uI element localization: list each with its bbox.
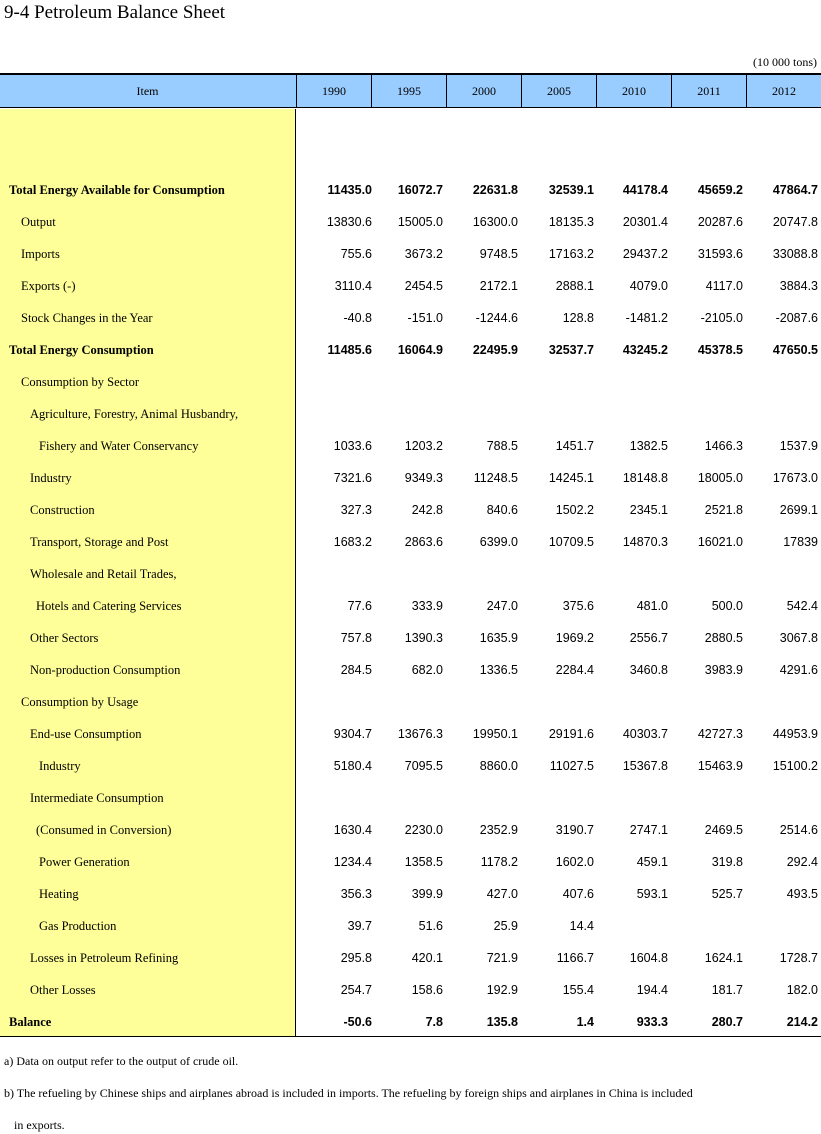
value-cell: 755.6: [340, 247, 372, 261]
value-cell: 39.7: [347, 919, 372, 933]
table-header: [0, 73, 821, 108]
value-cell: 2699.1: [779, 503, 818, 517]
value-cell: 1624.1: [704, 951, 743, 965]
value-cell: [519, 686, 594, 718]
value-cell: -2105.0: [700, 311, 743, 325]
value-cell: [668, 558, 743, 590]
value-cell: [297, 782, 372, 814]
value-cell: 8860.0: [479, 759, 518, 773]
unit-label: (10 000 tons): [753, 55, 817, 69]
table-row: [0, 526, 821, 558]
value-cell: 1203.2: [404, 439, 443, 453]
value-cell: 1630.4: [333, 823, 372, 837]
value-cell: [743, 366, 818, 398]
value-cell: 214.2: [786, 1015, 818, 1029]
footnote: in exports.: [14, 1118, 65, 1132]
table-row: [0, 398, 821, 430]
table-row: [0, 782, 821, 814]
value-cell: 1451.7: [555, 439, 594, 453]
column-header-item: Item: [136, 84, 159, 98]
value-cell: 459.1: [636, 855, 668, 869]
value-cell: 20301.4: [622, 215, 668, 229]
value-cell: -50.6: [343, 1015, 372, 1029]
value-cell: 13830.6: [326, 215, 372, 229]
row-label: Exports (-): [21, 279, 76, 293]
value-cell: 11485.6: [327, 343, 372, 357]
value-cell: [593, 398, 668, 430]
value-cell: [443, 558, 518, 590]
value-cell: 2521.8: [704, 503, 743, 517]
value-cell: [668, 686, 743, 718]
value-cell: 2556.7: [629, 631, 668, 645]
table-row: [0, 142, 821, 174]
row-label: Total Energy Consumption: [9, 343, 154, 357]
value-cell: 1728.7: [779, 951, 818, 965]
value-cell: 242.8: [411, 503, 443, 517]
value-cell: [297, 686, 372, 718]
row-label: Heating: [39, 887, 79, 901]
value-cell: -151.0: [407, 311, 443, 325]
value-cell: 3067.8: [779, 631, 818, 645]
row-label: Losses in Petroleum Refining: [30, 951, 179, 965]
value-cell: [443, 398, 518, 430]
value-cell: 22631.8: [472, 183, 518, 197]
value-cell: [743, 910, 818, 942]
value-cell: [297, 366, 372, 398]
value-cell: 333.9: [411, 599, 443, 613]
value-cell: [443, 686, 518, 718]
column-header-year: 2012: [746, 75, 821, 108]
value-cell: 31593.6: [697, 247, 743, 261]
value-cell: 22495.9: [472, 343, 518, 357]
row-label: Construction: [30, 503, 95, 517]
value-cell: 7095.5: [404, 759, 443, 773]
value-cell: 2230.0: [404, 823, 443, 837]
value-cell: [519, 398, 594, 430]
value-cell: 295.8: [340, 951, 372, 965]
column-header-year: 2000: [446, 75, 521, 108]
column-header-year: 2011: [671, 75, 746, 108]
value-cell: [443, 142, 518, 174]
value-cell: [743, 558, 818, 590]
table-row: [0, 590, 821, 622]
value-cell: 40303.7: [622, 727, 668, 741]
value-cell: [593, 782, 668, 814]
table-row: [0, 654, 821, 686]
value-cell: [593, 686, 668, 718]
value-cell: 33088.8: [772, 247, 818, 261]
table-row: [0, 238, 821, 270]
value-cell: 2352.9: [479, 823, 518, 837]
value-cell: 292.4: [786, 855, 818, 869]
table-row: [0, 1006, 821, 1038]
value-cell: -2087.6: [775, 311, 818, 325]
row-label: Power Generation: [39, 855, 130, 869]
value-cell: 1358.5: [404, 855, 443, 869]
value-cell: [668, 398, 743, 430]
value-cell: 13676.3: [397, 727, 443, 741]
value-cell: 11248.5: [473, 471, 518, 485]
value-cell: [743, 142, 818, 174]
value-cell: [593, 910, 668, 942]
value-cell: 1234.4: [333, 855, 372, 869]
row-label: Gas Production: [39, 919, 117, 933]
table-row: [0, 206, 821, 238]
row-label: (Consumed in Conversion): [36, 823, 172, 837]
value-cell: 20747.8: [772, 215, 818, 229]
value-cell: 25.9: [493, 919, 518, 933]
value-cell: [593, 142, 668, 174]
value-cell: [368, 558, 443, 590]
value-cell: 2284.4: [555, 663, 594, 677]
value-cell: 420.1: [411, 951, 443, 965]
value-cell: 9748.5: [479, 247, 518, 261]
value-cell: 788.5: [486, 439, 518, 453]
footnote: a) Data on output refer to the output of crude oil.: [4, 1054, 239, 1068]
value-cell: 500.0: [711, 599, 743, 613]
value-cell: 407.6: [562, 887, 594, 901]
value-cell: 44953.9: [772, 727, 818, 741]
value-cell: 16072.7: [397, 183, 443, 197]
value-cell: -40.8: [343, 311, 372, 325]
value-cell: 15367.8: [622, 759, 668, 773]
value-cell: [297, 558, 372, 590]
value-cell: 319.8: [711, 855, 743, 869]
row-label: Intermediate Consumption: [30, 791, 164, 805]
value-cell: 47864.7: [772, 183, 818, 197]
table-row: [0, 718, 821, 750]
value-cell: 10709.5: [548, 535, 594, 549]
row-label: Balance: [9, 1015, 52, 1029]
value-cell: 42727.3: [697, 727, 743, 741]
value-cell: 1635.9: [479, 631, 518, 645]
value-cell: 158.6: [411, 983, 443, 997]
value-cell: 9304.7: [333, 727, 372, 741]
row-label: Wholesale and Retail Trades,: [30, 567, 177, 581]
value-cell: 1166.7: [556, 951, 594, 965]
page-title: 9-4 Petroleum Balance Sheet: [4, 2, 226, 23]
value-cell: [743, 782, 818, 814]
table-row: [0, 910, 821, 942]
table-row: [0, 878, 821, 910]
footnote: b) The refueling by Chinese ships and airplanes abroad is included in imports. The refueling by foreign ships and airplanes in China is included: [4, 1086, 693, 1100]
value-cell: 45659.2: [697, 183, 743, 197]
value-cell: 7.8: [425, 1015, 443, 1029]
value-cell: 1969.2: [555, 631, 594, 645]
value-cell: 182.0: [786, 983, 818, 997]
value-cell: 1336.5: [479, 663, 518, 677]
value-cell: 11027.5: [549, 759, 594, 773]
value-cell: 15005.0: [397, 215, 443, 229]
table-row: [0, 558, 821, 590]
value-cell: 247.0: [486, 599, 518, 613]
value-cell: 2863.6: [404, 535, 443, 549]
value-cell: 17163.2: [548, 247, 594, 261]
value-cell: 77.6: [347, 599, 372, 613]
value-cell: 3460.8: [629, 663, 668, 677]
value-cell: 2469.5: [704, 823, 743, 837]
row-label: [0, 142, 9, 174]
value-cell: 16021.0: [697, 535, 743, 549]
value-cell: 525.7: [711, 887, 743, 901]
value-cell: [297, 398, 372, 430]
row-label: Consumption by Sector: [21, 375, 140, 389]
value-cell: 1537.9: [779, 439, 818, 453]
value-cell: 32539.1: [548, 183, 594, 197]
row-label: Hotels and Catering Services: [36, 599, 182, 613]
value-cell: 47650.5: [772, 343, 818, 357]
value-cell: 840.6: [486, 503, 518, 517]
row-label: Output: [21, 215, 56, 229]
value-cell: 933.3: [636, 1015, 668, 1029]
table-row: [0, 174, 821, 206]
value-cell: 14870.3: [622, 535, 668, 549]
value-cell: 1466.3: [704, 439, 743, 453]
value-cell: [519, 558, 594, 590]
row-label: Other Sectors: [30, 631, 99, 645]
value-cell: 192.9: [486, 983, 518, 997]
value-cell: 181.7: [711, 983, 743, 997]
value-cell: 14.4: [569, 919, 594, 933]
value-cell: 757.8: [340, 631, 372, 645]
value-cell: 1390.3: [404, 631, 443, 645]
table-row: [0, 846, 821, 878]
column-header-year: 1990: [296, 75, 371, 108]
value-cell: 2454.5: [404, 279, 443, 293]
value-cell: [368, 782, 443, 814]
value-cell: -1481.2: [625, 311, 668, 325]
value-cell: 1178.2: [480, 855, 518, 869]
value-cell: 4079.0: [629, 279, 668, 293]
value-cell: [743, 398, 818, 430]
value-cell: [368, 686, 443, 718]
value-cell: 4291.6: [779, 663, 818, 677]
value-cell: 2172.1: [479, 279, 518, 293]
value-cell: 254.7: [340, 983, 372, 997]
value-cell: [593, 558, 668, 590]
table-row: [0, 942, 821, 974]
value-cell: [519, 142, 594, 174]
value-cell: [368, 398, 443, 430]
value-cell: 1602.0: [555, 855, 594, 869]
table-row: [0, 814, 821, 846]
value-cell: [668, 366, 743, 398]
value-cell: [519, 366, 594, 398]
value-cell: 44178.4: [622, 183, 668, 197]
table-row: [0, 270, 821, 302]
value-cell: [443, 366, 518, 398]
row-label: Non-production Consumption: [30, 663, 181, 677]
value-cell: 1382.5: [629, 439, 668, 453]
value-cell: 17673.0: [772, 471, 818, 485]
value-cell: 19950.1: [472, 727, 518, 741]
value-cell: 3884.3: [779, 279, 818, 293]
value-cell: 284.5: [340, 663, 372, 677]
value-cell: 2880.5: [704, 631, 743, 645]
row-label: Industry: [30, 471, 72, 485]
value-cell: 3190.7: [555, 823, 594, 837]
value-cell: 20287.6: [697, 215, 743, 229]
value-cell: 43245.2: [622, 343, 668, 357]
value-cell: 3983.9: [704, 663, 743, 677]
value-cell: 29437.2: [622, 247, 668, 261]
row-label: Total Energy Available for Consumption: [9, 183, 225, 197]
table-row: [0, 686, 821, 718]
row-label: Fishery and Water Conservancy: [39, 439, 199, 453]
row-label: Consumption by Usage: [21, 695, 139, 709]
value-cell: 51.6: [418, 919, 443, 933]
value-cell: 327.3: [340, 503, 372, 517]
value-cell: 2888.1: [555, 279, 594, 293]
value-cell: 29191.6: [548, 727, 594, 741]
value-cell: 399.9: [411, 887, 443, 901]
value-cell: 2514.6: [779, 823, 818, 837]
value-cell: -1244.6: [475, 311, 518, 325]
value-cell: 15100.2: [772, 759, 818, 773]
value-cell: 1604.8: [629, 951, 668, 965]
column-header-year: 2005: [521, 75, 596, 108]
table-row: [0, 366, 821, 398]
value-cell: 721.9: [486, 951, 518, 965]
value-cell: 194.4: [636, 983, 668, 997]
value-cell: 128.8: [562, 311, 594, 325]
table-row: [0, 750, 821, 782]
value-cell: 135.8: [486, 1015, 518, 1029]
value-cell: 2747.1: [629, 823, 668, 837]
value-cell: [743, 686, 818, 718]
row-label: Stock Changes in the Year: [21, 311, 153, 325]
column-header-year: 2010: [596, 75, 671, 108]
value-cell: 18005.0: [697, 471, 743, 485]
value-cell: 375.6: [562, 599, 594, 613]
value-cell: [593, 366, 668, 398]
table-row: [0, 430, 821, 462]
value-cell: 5180.4: [333, 759, 372, 773]
value-cell: 6399.0: [479, 535, 518, 549]
value-cell: 2345.1: [629, 503, 668, 517]
value-cell: 3110.4: [334, 279, 372, 293]
value-cell: 4117.0: [705, 279, 743, 293]
table-bottom-rule: [0, 1036, 821, 1037]
value-cell: 1.4: [576, 1015, 594, 1029]
table-row: [0, 462, 821, 494]
value-cell: 356.3: [340, 887, 372, 901]
value-cell: 3673.2: [404, 247, 443, 261]
value-cell: 45378.5: [697, 343, 743, 357]
table-row: [0, 334, 821, 366]
value-cell: 493.5: [786, 887, 818, 901]
value-cell: 32537.7: [548, 343, 594, 357]
value-cell: [668, 910, 743, 942]
value-cell: 18148.8: [622, 471, 668, 485]
value-cell: 593.1: [636, 887, 668, 901]
value-cell: 1502.2: [555, 503, 594, 517]
table-body: [0, 142, 821, 1038]
table-row: [0, 974, 821, 1006]
row-label: Industry: [39, 759, 81, 773]
value-cell: 542.4: [786, 599, 818, 613]
value-cell: 14245.1: [548, 471, 594, 485]
value-cell: [519, 782, 594, 814]
row-label: Transport, Storage and Post: [30, 535, 169, 549]
value-cell: 11435.0: [327, 183, 372, 197]
value-cell: 427.0: [486, 887, 518, 901]
row-label: Agriculture, Forestry, Animal Husbandry,: [30, 407, 239, 421]
value-cell: [443, 782, 518, 814]
value-cell: 7321.6: [333, 471, 372, 485]
value-cell: 280.7: [711, 1015, 743, 1029]
value-cell: 16300.0: [472, 215, 518, 229]
table-row: [0, 494, 821, 526]
value-cell: 1033.6: [333, 439, 372, 453]
value-cell: 155.4: [562, 983, 594, 997]
table-row: [0, 302, 821, 334]
table-row: [0, 622, 821, 654]
row-label: Imports: [21, 247, 60, 261]
value-cell: 16064.9: [397, 343, 443, 357]
value-cell: [368, 366, 443, 398]
value-cell: 15463.9: [697, 759, 743, 773]
value-cell: [297, 142, 372, 174]
row-label: Other Losses: [30, 983, 96, 997]
value-cell: 17839: [783, 535, 818, 549]
value-cell: 1683.2: [333, 535, 372, 549]
column-header-year: 1995: [371, 75, 446, 108]
value-cell: [668, 142, 743, 174]
balance-table: [0, 73, 821, 1037]
value-cell: 9349.3: [404, 471, 443, 485]
value-cell: [368, 142, 443, 174]
row-label: End-use Consumption: [30, 727, 142, 741]
value-cell: [668, 782, 743, 814]
value-cell: 18135.3: [548, 215, 594, 229]
value-cell: 682.0: [411, 663, 443, 677]
value-cell: 481.0: [636, 599, 668, 613]
